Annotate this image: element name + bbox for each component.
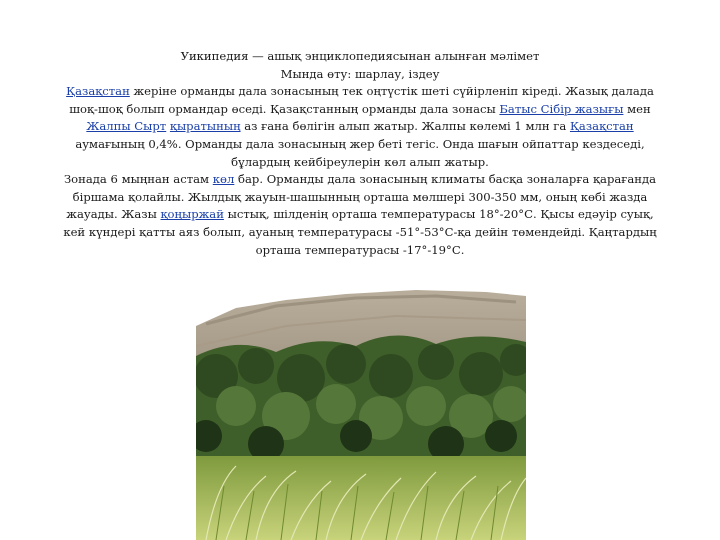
link-temperate[interactable]: қоңыржай — [160, 207, 224, 222]
paragraph-2-text-c: ыстық, шілденің орташа температурасы 18°-20°С. Қысы едәуір суық, кей күндері қатты аяз болып, ауаның температурасы -51°-53°С-қа дейін төмендейді. Қаңтардың орташа температурасы -17°-19°С. — [63, 207, 657, 257]
link-kazakhstan[interactable]: Қазақстан — [66, 84, 130, 99]
paragraph-1-text-d: аумағының 0,4%. Орманды дала зонасының жер беті тегіс. Онда шағын ойпаттар кездеседі, бұлардың кейбіреулерін көл алып жатыр. — [75, 136, 645, 169]
forest-steppe-photo — [196, 286, 526, 540]
article-body — [62, 48, 658, 259]
paragraph-1-text-c: аз ғана бөлігін алып жатыр. Жалпы көлемі 1 млн га — [240, 119, 570, 134]
paragraph-1 — [62, 83, 658, 171]
paragraph-1-text-b: мен — [623, 101, 651, 116]
link-upland[interactable]: қыратының — [169, 119, 241, 134]
link-west-siberian-plain[interactable]: Батыс Сібір жазығы — [499, 101, 624, 116]
forest-steppe-photo-drawing — [196, 286, 526, 540]
link-general-syrt[interactable]: Жалпы Сырт — [86, 119, 167, 134]
navigation-line: Мында өту: шарлау, іздеу — [280, 66, 440, 81]
paragraph-2-text-a: Зонада 6 мыңнан астам — [63, 172, 213, 187]
link-lake[interactable]: көл — [212, 172, 235, 187]
source-line: Уикипедия — ашық энциклопедиясынан алынған мәлімет — [180, 49, 540, 63]
paragraph-1-text-a: жеріне орманды дала зонасының тек оңтүстік шеті сүйірленіп кіреді. Жазық далада шоқ-шоқ болып ормандар өседі. Қазақстанның орманды дала зонасы — [69, 84, 654, 116]
paragraph-2 — [62, 171, 658, 259]
link-kazakhstan-2[interactable]: Қазақстан — [569, 119, 634, 134]
paragraph-2-text-b: бар. Орманды дала зонасының климаты басқа зоналарға қарағанда біршама қолайлы. Жылдық жауын-шашынның орташа мөлшері 300-350 мм, оның көбі жазда жауады. Жазы — [66, 172, 657, 222]
